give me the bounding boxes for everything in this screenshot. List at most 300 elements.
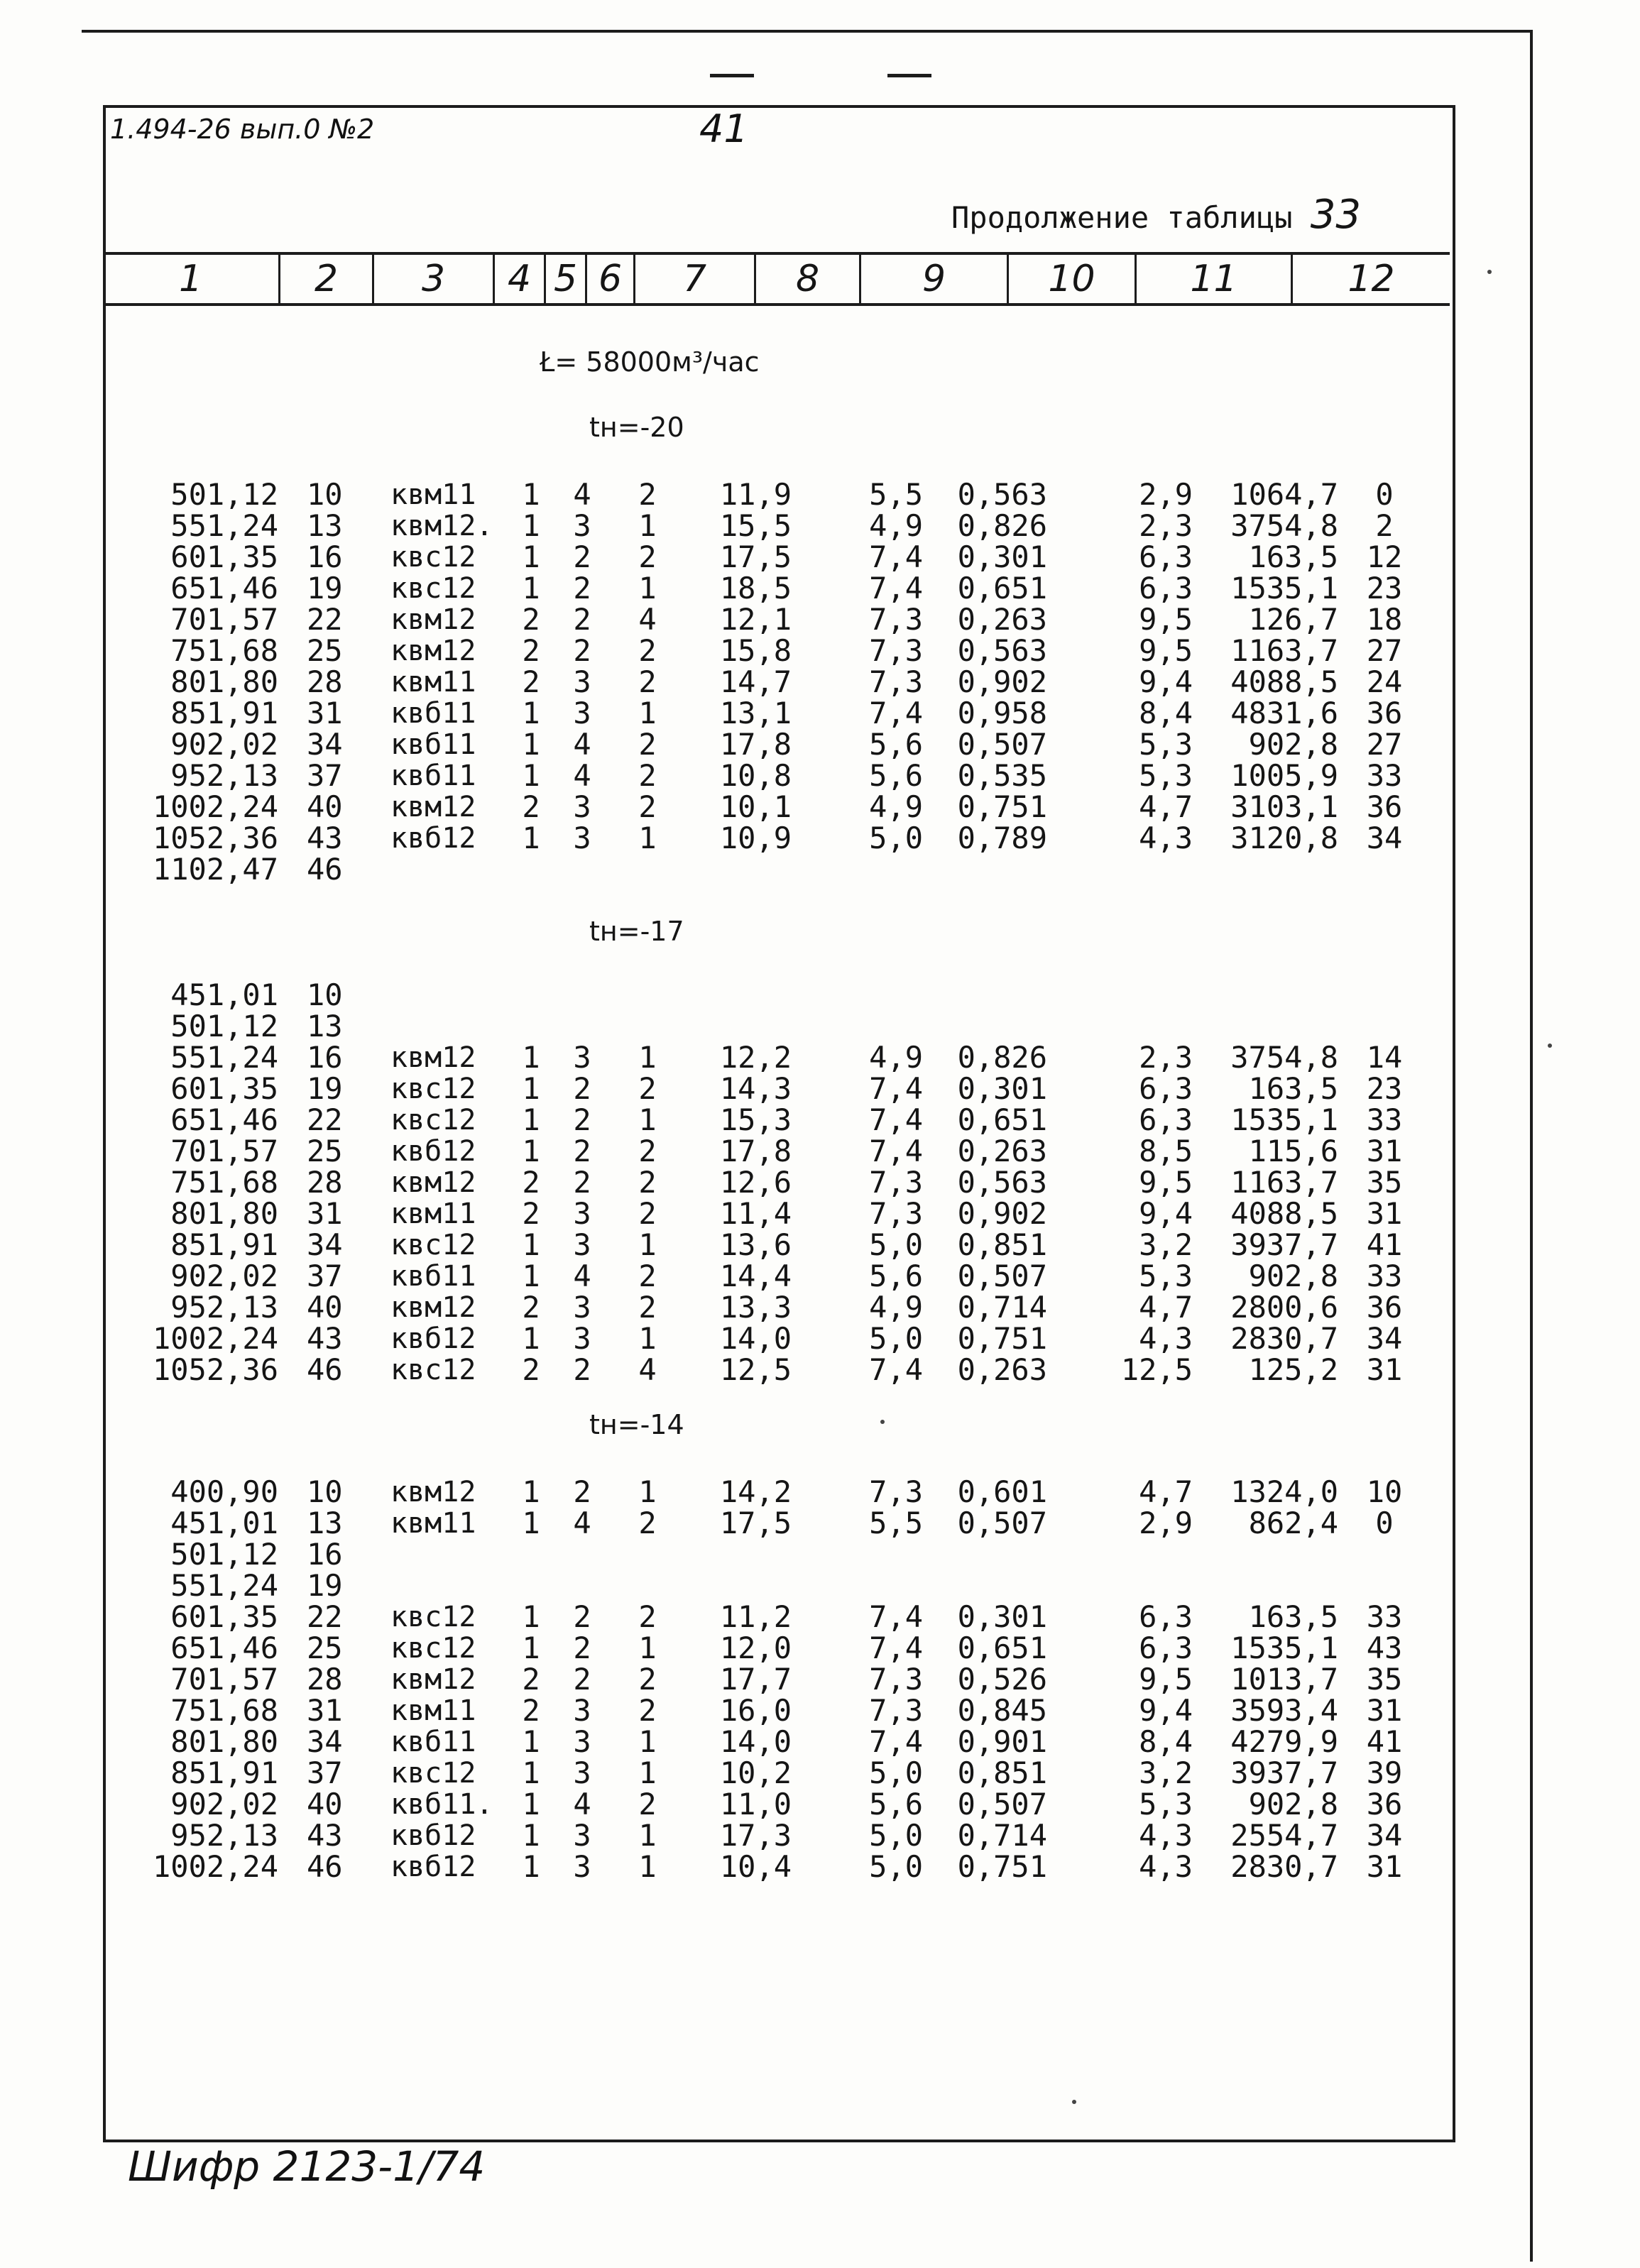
col11-value: 125,2 bbox=[1248, 1352, 1338, 1387]
col3-type: квм12 bbox=[390, 1476, 476, 1508]
table-row bbox=[0, 698, 1640, 729]
table-row bbox=[0, 1229, 1640, 1261]
col7-value: 15,5 bbox=[719, 508, 792, 543]
col10-value: 8,5 bbox=[1139, 1134, 1193, 1168]
col3-type: квс12 bbox=[390, 572, 476, 605]
col4-value: 2 bbox=[522, 1662, 540, 1697]
col2-value: 40 bbox=[307, 1290, 343, 1325]
col5-value: 3 bbox=[573, 1040, 591, 1075]
col11-value: 2800,6 bbox=[1230, 1290, 1338, 1325]
table-row bbox=[0, 1664, 1640, 1695]
col6-value: 1 bbox=[638, 1818, 657, 1853]
col12-value: 36 bbox=[1366, 1787, 1403, 1821]
col5-value: 2 bbox=[573, 1165, 591, 1200]
col2-value: 25 bbox=[307, 633, 343, 668]
col8-value: 5,0 bbox=[869, 1849, 923, 1884]
col3-type: квб12 bbox=[390, 1819, 476, 1852]
col2-value: 22 bbox=[307, 1599, 343, 1634]
column-header: 4 bbox=[495, 255, 546, 303]
col3-type: квс12 bbox=[390, 1601, 476, 1633]
table-caption bbox=[951, 192, 1361, 238]
col1-value: 400,90 bbox=[170, 1474, 278, 1509]
col4-value: 2 bbox=[522, 1196, 540, 1231]
col9-value: 0,526 bbox=[957, 1662, 1047, 1697]
table-row bbox=[0, 1695, 1640, 1726]
col5-value: 3 bbox=[573, 1755, 591, 1790]
col4-value: 1 bbox=[522, 508, 540, 543]
col1-value: 801,80 bbox=[170, 664, 278, 699]
column-header: 5 bbox=[546, 255, 587, 303]
col3-type: квб11 bbox=[390, 1260, 476, 1293]
table-row bbox=[0, 1601, 1640, 1633]
col1-value: 851,91 bbox=[170, 1227, 278, 1262]
col7-value: 12,5 bbox=[719, 1352, 792, 1387]
col7-value: 14,2 bbox=[719, 1474, 792, 1509]
col11-value: 3754,8 bbox=[1230, 508, 1338, 543]
col9-value: 0,651 bbox=[957, 1631, 1047, 1665]
col11-value: 4279,9 bbox=[1230, 1724, 1338, 1759]
col1-value: 952,13 bbox=[170, 1290, 278, 1325]
table-row bbox=[0, 1539, 1640, 1570]
col5-value: 4 bbox=[573, 1787, 591, 1821]
col12-value: 41 bbox=[1366, 1724, 1403, 1759]
col5-value: 3 bbox=[573, 696, 591, 730]
table-row bbox=[0, 1198, 1640, 1229]
col4-value: 1 bbox=[522, 1787, 540, 1821]
col1-value: 701,57 bbox=[170, 1134, 278, 1168]
col3-type: квм12. bbox=[390, 510, 493, 542]
column-header-row bbox=[103, 252, 1450, 306]
col11-value: 163,5 bbox=[1248, 1071, 1338, 1106]
col7-value: 10,8 bbox=[719, 758, 792, 793]
col12-value: 2 bbox=[1375, 508, 1394, 543]
col4-value: 1 bbox=[522, 727, 540, 762]
col12-value: 31 bbox=[1366, 1196, 1403, 1231]
col12-value: 0 bbox=[1375, 477, 1394, 512]
col7-value: 14,3 bbox=[719, 1071, 792, 1106]
col2-value: 19 bbox=[307, 571, 343, 606]
col10-value: 4,3 bbox=[1139, 1849, 1193, 1884]
table-row bbox=[0, 977, 1640, 1012]
col12-value: 34 bbox=[1366, 821, 1403, 855]
col12-value: 31 bbox=[1366, 1352, 1403, 1387]
col10-value: 4,7 bbox=[1139, 789, 1193, 824]
scan-speck bbox=[880, 1420, 885, 1424]
col8-value: 7,4 bbox=[869, 1599, 923, 1634]
col3-type: квб12 bbox=[390, 1322, 476, 1355]
table-row bbox=[0, 1042, 1640, 1073]
col10-value: 4,7 bbox=[1139, 1290, 1193, 1325]
col5-value: 2 bbox=[573, 1352, 591, 1387]
col7-value: 18,5 bbox=[719, 571, 792, 606]
col11-value: 1535,1 bbox=[1230, 1631, 1338, 1665]
col7-value: 14,0 bbox=[719, 1321, 792, 1356]
col9-value: 0,535 bbox=[957, 758, 1047, 793]
col8-value: 4,9 bbox=[869, 1290, 923, 1325]
col7-value: 16,0 bbox=[719, 1693, 792, 1728]
col8-value: 7,4 bbox=[869, 1102, 923, 1137]
dash-mark bbox=[710, 74, 754, 77]
col6-value: 2 bbox=[638, 1599, 657, 1634]
table-row bbox=[0, 635, 1640, 667]
col1-value: 751,68 bbox=[170, 1693, 278, 1728]
table-row bbox=[0, 539, 1640, 574]
col7-value: 10,2 bbox=[719, 1755, 792, 1790]
col2-value: 16 bbox=[307, 1040, 343, 1075]
col8-value: 7,3 bbox=[869, 1196, 923, 1231]
col11-value: 2554,7 bbox=[1230, 1818, 1338, 1853]
col12-value: 14 bbox=[1366, 1040, 1403, 1075]
col12-value: 27 bbox=[1366, 633, 1403, 668]
col10-value: 4,7 bbox=[1139, 1474, 1193, 1509]
col8-value: 7,4 bbox=[869, 1724, 923, 1759]
col1-value: 1002,24 bbox=[152, 1321, 278, 1356]
col3-type: квм11 bbox=[390, 1198, 476, 1230]
col6-value: 2 bbox=[638, 1506, 657, 1540]
col8-value: 4,9 bbox=[869, 1040, 923, 1075]
col12-value: 36 bbox=[1366, 696, 1403, 730]
col8-value: 5,0 bbox=[869, 821, 923, 855]
col12-value: 33 bbox=[1366, 1102, 1403, 1137]
col2-value: 34 bbox=[307, 1724, 343, 1759]
col2-value: 46 bbox=[307, 1849, 343, 1884]
table-row bbox=[0, 791, 1640, 823]
col6-value: 1 bbox=[638, 1755, 657, 1790]
col7-value: 10,1 bbox=[719, 789, 792, 824]
col5-value: 3 bbox=[573, 1227, 591, 1262]
col4-value: 1 bbox=[522, 1755, 540, 1790]
col8-value: 7,3 bbox=[869, 602, 923, 637]
col1-value: 601,35 bbox=[170, 1071, 278, 1106]
col7-value: 14,4 bbox=[719, 1259, 792, 1293]
col10-value: 5,3 bbox=[1139, 1787, 1193, 1821]
col4-value: 1 bbox=[522, 1134, 540, 1168]
col9-value: 0,263 bbox=[957, 1352, 1047, 1387]
col1-value: 902,02 bbox=[170, 727, 278, 762]
table-row bbox=[0, 664, 1640, 699]
col5-value: 2 bbox=[573, 1102, 591, 1137]
col4-value: 1 bbox=[522, 1506, 540, 1540]
col4-value: 1 bbox=[522, 477, 540, 512]
col5-value: 3 bbox=[573, 1849, 591, 1884]
col12-value: 33 bbox=[1366, 758, 1403, 793]
col5-value: 4 bbox=[573, 1506, 591, 1540]
col11-value: 163,5 bbox=[1248, 539, 1338, 574]
table-row bbox=[0, 1820, 1640, 1851]
col10-value: 5,3 bbox=[1139, 1259, 1193, 1293]
col4-value: 1 bbox=[522, 1227, 540, 1262]
col5-value: 2 bbox=[573, 539, 591, 574]
col12-value: 39 bbox=[1366, 1755, 1403, 1790]
col10-value: 3,2 bbox=[1139, 1755, 1193, 1790]
col5-value: 4 bbox=[573, 727, 591, 762]
col5-value: 2 bbox=[573, 1071, 591, 1106]
col10-value: 9,4 bbox=[1139, 1196, 1193, 1231]
col5-value: 2 bbox=[573, 1631, 591, 1665]
col6-value: 2 bbox=[638, 633, 657, 668]
col9-value: 0,851 bbox=[957, 1755, 1047, 1790]
col2-value: 37 bbox=[307, 758, 343, 793]
col3-type: квс12 bbox=[390, 1229, 476, 1261]
cipher-stamp: Шифр 2123-1/74 bbox=[128, 2142, 486, 2191]
col1-value: 501,12 bbox=[170, 1537, 278, 1572]
col10-value: 2,3 bbox=[1139, 508, 1193, 543]
col5-value: 2 bbox=[573, 633, 591, 668]
table-row bbox=[0, 1167, 1640, 1198]
col6-value: 1 bbox=[638, 1227, 657, 1262]
col7-value: 12,6 bbox=[719, 1165, 792, 1200]
column-header: 9 bbox=[861, 255, 1009, 303]
col7-value: 11,0 bbox=[719, 1787, 792, 1821]
table-row bbox=[0, 1789, 1640, 1820]
col6-value: 2 bbox=[638, 1196, 657, 1231]
table-row bbox=[0, 1102, 1640, 1137]
col4-value: 1 bbox=[522, 1474, 540, 1509]
col1-value: 701,57 bbox=[170, 602, 278, 637]
table-row bbox=[0, 573, 1640, 604]
column-header: 7 bbox=[635, 255, 756, 303]
col9-value: 0,902 bbox=[957, 1196, 1047, 1231]
col9-value: 0,714 bbox=[957, 1290, 1047, 1325]
table-row bbox=[0, 1354, 1640, 1386]
col6-value: 1 bbox=[638, 508, 657, 543]
col9-value: 0,826 bbox=[957, 508, 1047, 543]
col2-value: 31 bbox=[307, 696, 343, 730]
col5-value: 2 bbox=[573, 602, 591, 637]
col2-value: 46 bbox=[307, 852, 343, 887]
col10-value: 12,5 bbox=[1120, 1352, 1193, 1387]
caption-text: Продолжение таблицы bbox=[951, 200, 1293, 235]
col2-value: 10 bbox=[307, 1474, 343, 1509]
col7-value: 11,9 bbox=[719, 477, 792, 512]
col2-value: 13 bbox=[307, 1009, 343, 1043]
col4-value: 1 bbox=[522, 1631, 540, 1665]
col10-value: 6,3 bbox=[1139, 571, 1193, 606]
col10-value: 3,2 bbox=[1139, 1227, 1193, 1262]
col8-value: 7,4 bbox=[869, 539, 923, 574]
column-header: 12 bbox=[1347, 258, 1395, 300]
col11-value: 2830,7 bbox=[1230, 1321, 1338, 1356]
col12-value: 36 bbox=[1366, 789, 1403, 824]
col9-value: 0,263 bbox=[957, 602, 1047, 637]
col5-value: 2 bbox=[573, 1134, 591, 1168]
col2-value: 13 bbox=[307, 1506, 343, 1540]
col1-value: 902,02 bbox=[170, 1787, 278, 1821]
col4-value: 1 bbox=[522, 1259, 540, 1293]
section-title: tн=-17 bbox=[589, 916, 684, 947]
col3-type: квм12 bbox=[390, 1663, 476, 1696]
col8-value: 5,0 bbox=[869, 1321, 923, 1356]
col1-value: 601,35 bbox=[170, 1599, 278, 1634]
col8-value: 7,3 bbox=[869, 1662, 923, 1697]
table-row bbox=[0, 479, 1640, 510]
col11-value: 862,4 bbox=[1248, 1506, 1338, 1540]
col6-value: 4 bbox=[638, 1352, 657, 1387]
col9-value: 0,507 bbox=[957, 727, 1047, 762]
col3-type: квм11 bbox=[390, 478, 476, 511]
table-row bbox=[0, 1011, 1640, 1042]
col5-value: 2 bbox=[573, 1599, 591, 1634]
col7-value: 10,9 bbox=[719, 821, 792, 855]
col8-value: 5,6 bbox=[869, 1787, 923, 1821]
col3-type: квм12 bbox=[390, 791, 476, 823]
col11-value: 902,8 bbox=[1248, 727, 1338, 762]
page-code: 1.494-26 вып.0 №2 bbox=[110, 114, 375, 145]
col6-value: 2 bbox=[638, 789, 657, 824]
table-row bbox=[0, 1851, 1640, 1883]
col8-value: 5,5 bbox=[869, 477, 923, 512]
col10-value: 6,3 bbox=[1139, 1599, 1193, 1634]
col8-value: 7,3 bbox=[869, 664, 923, 699]
col4-value: 2 bbox=[522, 1165, 540, 1200]
col3-type: квм11 bbox=[390, 1507, 476, 1540]
col3-type: квс12 bbox=[390, 1104, 476, 1136]
col7-value: 12,2 bbox=[719, 1040, 792, 1075]
col3-type: квб11 bbox=[390, 728, 476, 761]
col12-value: 35 bbox=[1366, 1165, 1403, 1200]
col2-value: 43 bbox=[307, 1818, 343, 1853]
col5-value: 4 bbox=[573, 1259, 591, 1293]
col10-value: 9,5 bbox=[1139, 633, 1193, 668]
col7-value: 12,1 bbox=[719, 602, 792, 637]
col1-value: 601,35 bbox=[170, 539, 278, 574]
col4-value: 1 bbox=[522, 758, 540, 793]
col12-value: 33 bbox=[1366, 1599, 1403, 1634]
col9-value: 0,851 bbox=[957, 1227, 1047, 1262]
col7-value: 11,4 bbox=[719, 1196, 792, 1231]
col8-value: 7,4 bbox=[869, 1134, 923, 1168]
col1-value: 651,46 bbox=[170, 1631, 278, 1665]
col7-value: 15,3 bbox=[719, 1102, 792, 1137]
col12-value: 18 bbox=[1366, 602, 1403, 637]
col1-value: 1002,24 bbox=[152, 1849, 278, 1884]
col4-value: 1 bbox=[522, 821, 540, 855]
col3-type: квб12 bbox=[390, 1851, 476, 1883]
flow-rate-label: Ł= 58000м³/час bbox=[540, 346, 760, 378]
col11-value: 3937,7 bbox=[1230, 1227, 1338, 1262]
col10-value: 6,3 bbox=[1139, 539, 1193, 574]
col1-value: 501,12 bbox=[170, 1009, 278, 1043]
col3-type: квм12 bbox=[390, 603, 476, 636]
col9-value: 0,751 bbox=[957, 1321, 1047, 1356]
col2-value: 37 bbox=[307, 1259, 343, 1293]
col5-value: 2 bbox=[573, 571, 591, 606]
col7-value: 17,5 bbox=[719, 1506, 792, 1540]
col9-value: 0,901 bbox=[957, 1724, 1047, 1759]
col9-value: 0,751 bbox=[957, 1849, 1047, 1884]
col7-value: 14,0 bbox=[719, 1724, 792, 1759]
col11-value: 4088,5 bbox=[1230, 664, 1338, 699]
col8-value: 7,3 bbox=[869, 1474, 923, 1509]
page-number: 41 bbox=[699, 106, 748, 151]
col6-value: 1 bbox=[638, 1849, 657, 1884]
col3-type: квм12 bbox=[390, 635, 476, 667]
col12-value: 34 bbox=[1366, 1321, 1403, 1356]
col5-value: 3 bbox=[573, 508, 591, 543]
col11-value: 163,5 bbox=[1248, 1599, 1338, 1634]
col9-value: 0,301 bbox=[957, 1599, 1047, 1634]
col2-value: 19 bbox=[307, 1071, 343, 1106]
table-row bbox=[0, 729, 1640, 760]
scan-speck bbox=[1487, 270, 1492, 274]
col2-value: 16 bbox=[307, 539, 343, 574]
col10-value: 6,3 bbox=[1139, 1631, 1193, 1665]
col5-value: 4 bbox=[573, 758, 591, 793]
col6-value: 2 bbox=[638, 727, 657, 762]
table-row bbox=[0, 1323, 1640, 1354]
col12-value: 27 bbox=[1366, 727, 1403, 762]
col12-value: 31 bbox=[1366, 1134, 1403, 1168]
col4-value: 2 bbox=[522, 1693, 540, 1728]
col6-value: 1 bbox=[638, 1474, 657, 1509]
col1-value: 551,24 bbox=[170, 1040, 278, 1075]
col5-value: 3 bbox=[573, 1321, 591, 1356]
col7-value: 17,8 bbox=[719, 1134, 792, 1168]
col9-value: 0,845 bbox=[957, 1693, 1047, 1728]
col7-value: 15,8 bbox=[719, 633, 792, 668]
col9-value: 0,714 bbox=[957, 1818, 1047, 1853]
table-row bbox=[0, 1136, 1640, 1167]
col9-value: 0,301 bbox=[957, 539, 1047, 574]
col11-value: 126,7 bbox=[1248, 602, 1338, 637]
col5-value: 2 bbox=[573, 1474, 591, 1509]
col1-value: 952,13 bbox=[170, 758, 278, 793]
col6-value: 2 bbox=[638, 1165, 657, 1200]
col2-value: 46 bbox=[307, 1352, 343, 1387]
col10-value: 8,4 bbox=[1139, 1724, 1193, 1759]
col10-value: 8,4 bbox=[1139, 696, 1193, 730]
col2-value: 10 bbox=[307, 477, 343, 512]
table-row bbox=[0, 604, 1640, 635]
col8-value: 5,0 bbox=[869, 1818, 923, 1853]
col6-value: 2 bbox=[638, 1787, 657, 1821]
col7-value: 17,3 bbox=[719, 1818, 792, 1853]
col2-value: 43 bbox=[307, 1321, 343, 1356]
col4-value: 1 bbox=[522, 539, 540, 574]
col8-value: 7,3 bbox=[869, 1693, 923, 1728]
col8-value: 7,4 bbox=[869, 696, 923, 730]
col2-value: 40 bbox=[307, 1787, 343, 1821]
table-row bbox=[0, 1633, 1640, 1664]
col8-value: 7,4 bbox=[869, 1631, 923, 1665]
col11-value: 1324,0 bbox=[1230, 1474, 1338, 1509]
col2-value: 28 bbox=[307, 1165, 343, 1200]
col12-value: 0 bbox=[1375, 1506, 1394, 1540]
col4-value: 2 bbox=[522, 633, 540, 668]
col4-value: 2 bbox=[522, 1290, 540, 1325]
col4-value: 1 bbox=[522, 1724, 540, 1759]
col9-value: 0,826 bbox=[957, 1040, 1047, 1075]
table-row bbox=[0, 1755, 1640, 1790]
col1-value: 1002,24 bbox=[152, 789, 278, 824]
column-header: 8 bbox=[756, 255, 861, 303]
table-row bbox=[0, 1474, 1640, 1509]
col8-value: 4,9 bbox=[869, 508, 923, 543]
col1-value: 952,13 bbox=[170, 1818, 278, 1853]
col8-value: 5,6 bbox=[869, 1259, 923, 1293]
col2-value: 34 bbox=[307, 727, 343, 762]
col1-value: 701,57 bbox=[170, 1662, 278, 1697]
col11-value: 3120,8 bbox=[1230, 821, 1338, 855]
col12-value: 41 bbox=[1366, 1227, 1403, 1262]
col4-value: 1 bbox=[522, 1071, 540, 1106]
col8-value: 7,3 bbox=[869, 633, 923, 668]
col10-value: 9,4 bbox=[1139, 664, 1193, 699]
col1-value: 1052,36 bbox=[152, 1352, 278, 1387]
col3-type: квс12 bbox=[390, 1632, 476, 1665]
col9-value: 0,263 bbox=[957, 1134, 1047, 1168]
col5-value: 4 bbox=[573, 477, 591, 512]
